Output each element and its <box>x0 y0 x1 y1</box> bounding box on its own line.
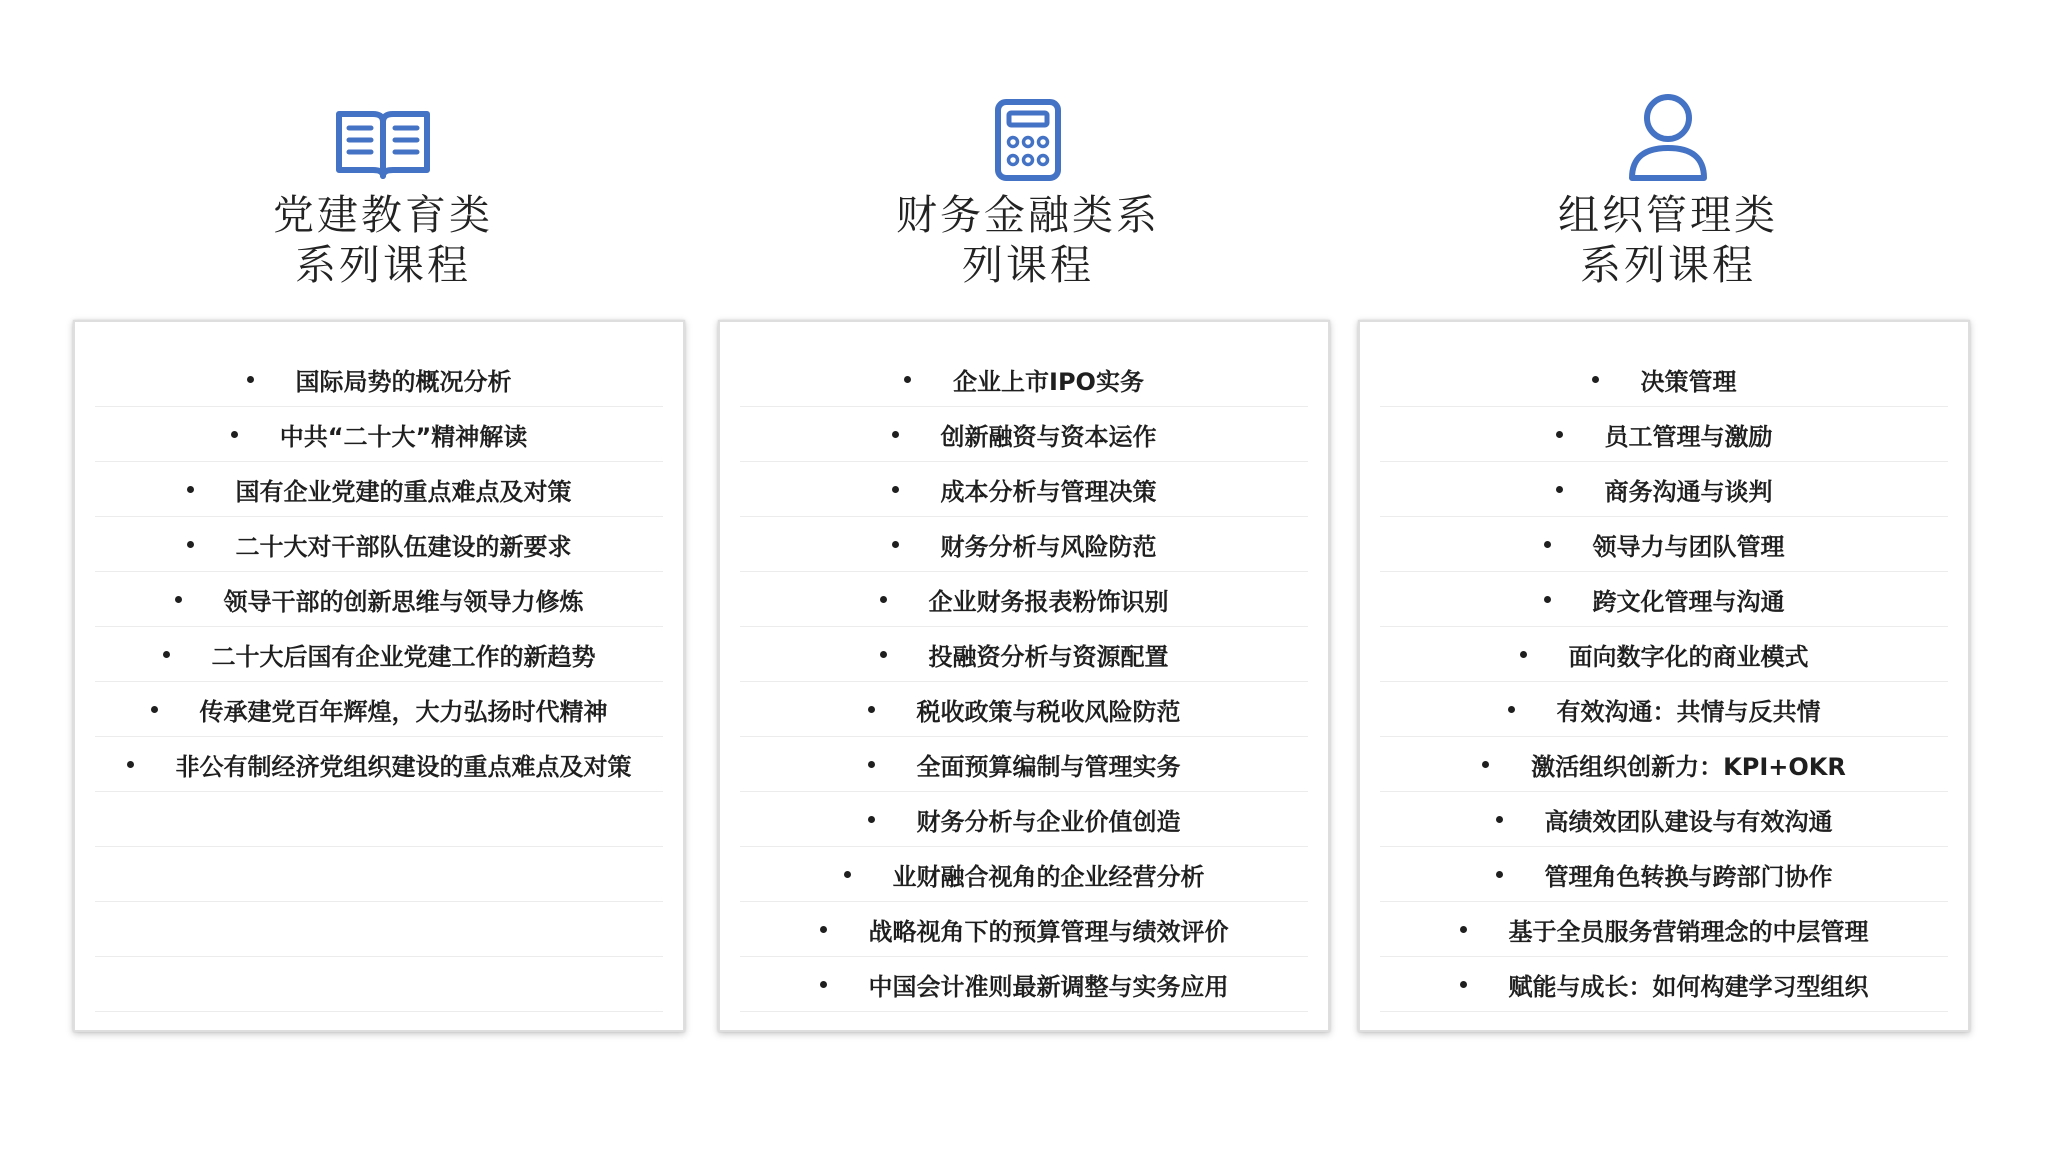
course-name: 领导干部的创新思维与领导力修炼 <box>223 587 584 616</box>
list-item <box>95 682 663 737</box>
course-name: 二十大对干部队伍建设的新要求 <box>235 532 572 561</box>
course-name: 财务分析与风险防范 <box>940 532 1157 561</box>
course-name: 企业上市IPO实务 <box>953 367 1144 396</box>
list-item <box>1380 737 1948 792</box>
bullet-icon <box>892 431 899 438</box>
bullet-icon <box>163 651 170 658</box>
bullet-icon <box>151 706 158 713</box>
bullet-icon <box>1460 926 1467 933</box>
bullet-icon <box>820 926 827 933</box>
list-item <box>740 957 1308 1012</box>
course-name: 战略视角下的预算管理与绩效评价 <box>868 917 1229 946</box>
course-name: 激活组织创新力：KPI+OKR <box>1531 752 1846 781</box>
list-item <box>740 682 1308 737</box>
course-name: 基于全员服务营销理念的中层管理 <box>1508 917 1869 946</box>
list-item <box>95 407 663 462</box>
list-item <box>95 517 663 572</box>
bullet-icon <box>880 596 887 603</box>
bullet-icon <box>1508 706 1515 713</box>
list-item <box>740 737 1308 792</box>
bullet-icon <box>1496 816 1503 823</box>
list-item <box>740 902 1308 957</box>
list-item <box>1380 572 1948 627</box>
course-name: 中国会计准则最新调整与实务应用 <box>868 972 1229 1001</box>
bullet-icon <box>1544 541 1551 548</box>
list-item <box>1380 407 1948 462</box>
course-name: 面向数字化的商业模式 <box>1568 642 1809 671</box>
course-name: 成本分析与管理决策 <box>940 477 1157 506</box>
bullet-icon <box>187 486 194 493</box>
course-name: 中共“二十大”精神解读 <box>279 422 528 451</box>
column-title-line-1: 组织管理类 <box>1558 191 1778 239</box>
course-name: 传承建党百年辉煌，大力弘扬时代精神 <box>199 697 608 726</box>
user-icon <box>1358 82 1978 182</box>
course-name: 投融资分析与资源配置 <box>928 642 1169 671</box>
bullet-icon <box>127 761 134 768</box>
column-title <box>1358 190 1978 290</box>
list-item <box>740 462 1308 517</box>
bullet-icon <box>187 541 194 548</box>
list-item <box>1380 847 1948 902</box>
list-item <box>740 517 1308 572</box>
bullet-icon <box>247 376 254 383</box>
course-name: 管理角色转换与跨部门协作 <box>1544 862 1833 891</box>
course-list-card <box>1358 320 1970 1032</box>
empty-list-row <box>95 792 663 847</box>
course-name: 非公有制经济党组织建设的重点难点及对策 <box>175 752 632 781</box>
bullet-icon <box>868 816 875 823</box>
course-name: 财务分析与企业价值创造 <box>916 807 1181 836</box>
calculator-icon <box>718 82 1338 182</box>
list-item <box>740 572 1308 627</box>
empty-list-row <box>95 847 663 902</box>
list-item <box>95 572 663 627</box>
book-icon <box>73 82 693 182</box>
course-name: 高绩效团队建设与有效沟通 <box>1544 807 1833 836</box>
list-item <box>95 352 663 407</box>
course-list <box>740 352 1308 1012</box>
column-title-line-2: 系列课程 <box>295 241 471 289</box>
empty-list-row <box>95 957 663 1012</box>
list-item <box>1380 627 1948 682</box>
list-item <box>1380 792 1948 847</box>
course-list-card <box>718 320 1330 1032</box>
bullet-icon <box>892 541 899 548</box>
course-name: 国际局势的概况分析 <box>295 367 512 396</box>
bullet-icon <box>1460 981 1467 988</box>
list-item <box>1380 957 1948 1012</box>
bullet-icon <box>892 486 899 493</box>
course-name: 二十大后国有企业党建工作的新趋势 <box>211 642 596 671</box>
course-list <box>1380 352 1948 1012</box>
list-item <box>1380 902 1948 957</box>
bullet-icon <box>904 376 911 383</box>
column-title <box>718 190 1338 290</box>
bullet-icon <box>1592 376 1599 383</box>
list-item <box>95 737 663 792</box>
list-item <box>1380 462 1948 517</box>
course-name: 领导力与团队管理 <box>1592 532 1785 561</box>
course-list <box>95 352 663 1012</box>
course-name: 税收政策与税收风险防范 <box>916 697 1181 726</box>
list-item <box>740 792 1308 847</box>
list-item <box>1380 682 1948 737</box>
column-title-line-2: 系列课程 <box>1580 241 1756 289</box>
list-item <box>95 627 663 682</box>
bullet-icon <box>1496 871 1503 878</box>
list-item <box>95 462 663 517</box>
course-name: 跨文化管理与沟通 <box>1592 587 1785 616</box>
list-item <box>1380 517 1948 572</box>
column-title-line-1: 财务金融类系 <box>896 191 1160 239</box>
column-title-line-1: 党建教育类 <box>273 191 493 239</box>
course-name: 创新融资与资本运作 <box>940 422 1157 451</box>
bullet-icon <box>868 761 875 768</box>
column-title-line-2: 列课程 <box>962 241 1094 289</box>
bullet-icon <box>175 596 182 603</box>
bullet-icon <box>880 651 887 658</box>
list-item <box>740 407 1308 462</box>
column-title <box>73 190 693 290</box>
course-name: 赋能与成长：如何构建学习型组织 <box>1508 972 1869 1001</box>
course-name: 业财融合视角的企业经营分析 <box>892 862 1205 891</box>
list-item <box>1380 352 1948 407</box>
course-name: 决策管理 <box>1640 367 1737 396</box>
bullet-icon <box>868 706 875 713</box>
course-name: 企业财务报表粉饰识别 <box>928 587 1169 616</box>
bullet-icon <box>1556 431 1563 438</box>
empty-list-row <box>95 902 663 957</box>
course-name: 有效沟通：共情与反共情 <box>1556 697 1821 726</box>
course-name: 商务沟通与谈判 <box>1604 477 1773 506</box>
bullet-icon <box>1482 761 1489 768</box>
bullet-icon <box>1544 596 1551 603</box>
bullet-icon <box>231 431 238 438</box>
course-name: 员工管理与激励 <box>1604 422 1773 451</box>
bullet-icon <box>820 981 827 988</box>
course-name: 全面预算编制与管理实务 <box>916 752 1181 781</box>
course-name: 国有企业党建的重点难点及对策 <box>235 477 572 506</box>
bullet-icon <box>1556 486 1563 493</box>
bullet-icon <box>844 871 851 878</box>
list-item <box>740 627 1308 682</box>
list-item <box>740 352 1308 407</box>
course-list-card <box>73 320 685 1032</box>
list-item <box>740 847 1308 902</box>
bullet-icon <box>1520 651 1527 658</box>
